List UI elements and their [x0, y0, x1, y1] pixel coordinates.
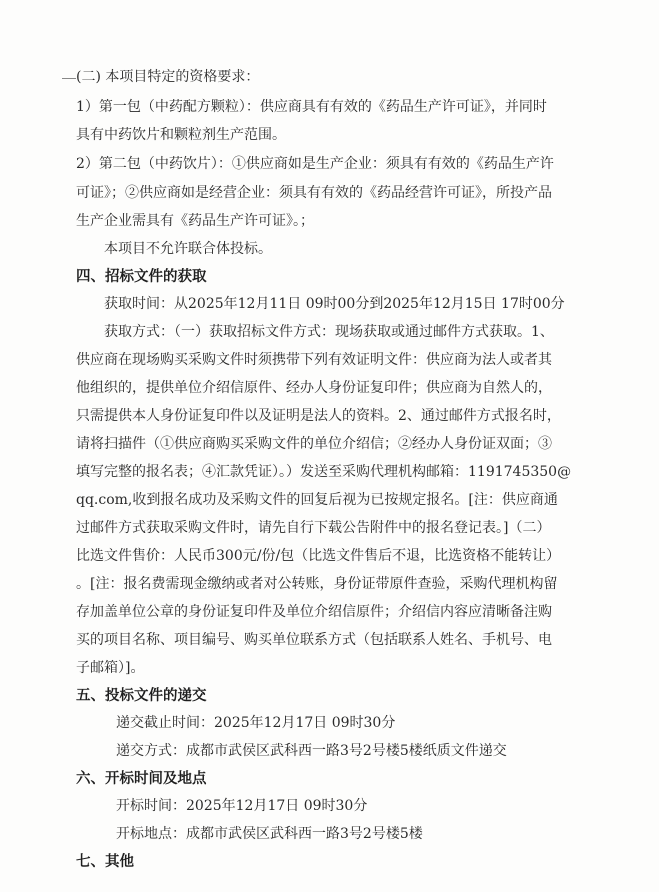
- text-line: 1）第一包（中药配方颗粒）：供应商具有有效的《药品生产许可证》，并同时: [76, 99, 547, 115]
- text-line: qq.com,收到报名成功及采购文件的回复后视为已按规定报名。[注：供应商通: [76, 492, 558, 508]
- text-line: 供应商在现场购买采购文件时须携带下列有效证明文件：供应商为法人或者其: [76, 352, 552, 368]
- section-heading: 四、招标文件的获取: [76, 269, 207, 285]
- text-line: 递交截止时间：2025年12月17日 09时30分: [116, 715, 396, 731]
- text-line: 他组织的，提供单位介绍信原件、经办人身份证复印件；供应商为自然人的，: [76, 380, 552, 396]
- text-line: 子邮箱）]。: [76, 660, 145, 676]
- consortium-note: 本项目不允许联合体投标。: [104, 241, 272, 257]
- text-line: 存加盖单位公章的身份证复印件及单位介绍信原件；介绍信内容应清晰备注购: [76, 604, 552, 620]
- text-line: 开标地点：成都市武侯区武科西一路3号2号楼5楼: [116, 826, 423, 842]
- text-line: 。[注：报名费需现金缴纳或者对公转账，身份证带原件查验，采购代理机构留: [76, 576, 558, 592]
- margin-mark: [62, 78, 76, 79]
- section-heading: 五、投标文件的递交: [76, 688, 207, 704]
- text-line: 具有中药饮片和颗粒剂生产范围。: [76, 127, 286, 143]
- text-line: 只需提供本人身份证复印件以及证明是法人的资料。2、通过邮件方式报名时，: [76, 408, 561, 424]
- text-line: 过邮件方式获取采购文件时，请先自行下载公告附件中的报名登记表。]（二）: [76, 520, 551, 536]
- text-line: 获取方式：（一）获取招标文件方式：现场获取或通过邮件方式获取。1、: [104, 324, 554, 340]
- section-heading: 六、开标时间及地点: [76, 771, 207, 787]
- text-line: 请将扫描件（①供应商购买采购文件的单位介绍信；②经办人身份证双面；③: [76, 436, 552, 452]
- text-line: 生产企业需具有《药品生产许可证》。；: [76, 213, 314, 229]
- text-line: 买的项目名称、项目编号、购买单位联系方式（包括联系人姓名、手机号、电: [76, 632, 552, 648]
- section-heading: 七、其他: [76, 854, 134, 870]
- text-line: 填写完整的报名表；④汇款凭证）。）发送至采购代理机构邮箱：1191745350@: [76, 464, 572, 480]
- text-line: 开标时间：2025年12月17日 09时30分: [116, 798, 368, 814]
- text-line: 获取时间：从2025年12月11日 09时00分到2025年12月15日 17时00分: [104, 296, 565, 312]
- qualification-heading: (二) 本项目特定的资格要求：: [76, 69, 260, 85]
- text-line: 比选文件售价：人民币300元/份/包（比选文件售后不退，比选资格不能转让）: [76, 548, 561, 564]
- text-line: 2）第二包（中药饮片）：①供应商如是生产企业：须具有有效的《药品生产许: [76, 156, 554, 172]
- text-line: 递交方式：成都市武侯区武科西一路3号2号楼5楼纸质文件递交: [116, 743, 507, 759]
- text-line: 可证》；②供应商如是经营企业：须具有有效的《药品经营许可证》，所投产品: [76, 185, 552, 201]
